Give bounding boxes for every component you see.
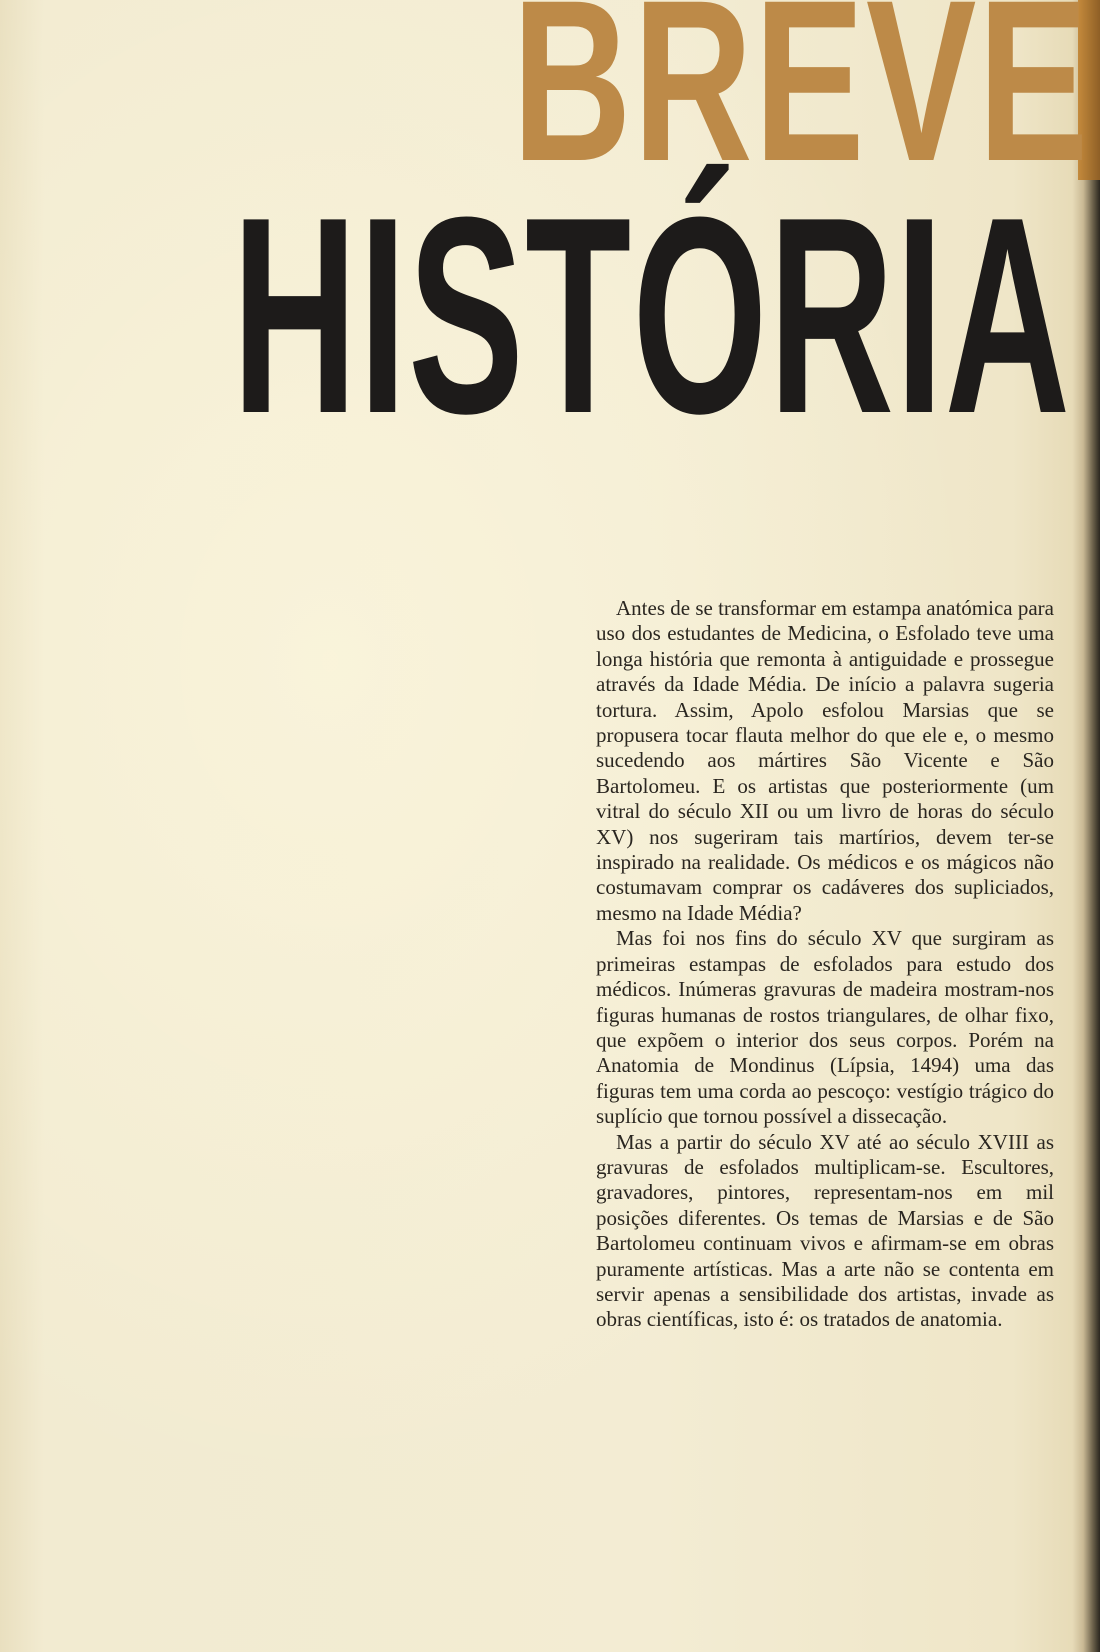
headline-line-historia: HISTÓRIA	[232, 160, 1072, 472]
headline-line-breve: BREVE	[512, 0, 1090, 209]
page-spine-shadow	[1072, 0, 1100, 1652]
article-paragraph-3: Mas a partir do século XV até ao século XVIII as gravuras de esfolados multiplicam-se. Escultores, gravadores, pintores, representam-nos em mil posições diferentes. Os temas de Marsias e de São Bartolomeu continuam vivos e afirmam-se em obras puramente artísticas. Mas a arte não se contenta em servir apenas a sensibilidade dos artistas, invade as obras científicas, isto é: os tratados de anatomia.	[596, 1129, 1054, 1332]
article-body	[596, 596, 1054, 1333]
article-paragraph-1: Antes de se transformar em estampa anatómica para uso dos estudantes de Medicina, o Esfolado teve uma longa história que remonta à antiguidade e prossegue através da Idade Média. De início a palavra sugeria tortura. Assim, Apolo esfolou Marsias que se propusera tocar flauta melhor do que ele e, o mesmo sucedendo aos mártires São Vicente e São Bartolomeu. E os artistas que posteriormente (um vitral do século XII ou um livro de horas do século XV) nos sugeriram tais martírios, devem ter-se inspirado na realidade. Os médicos e os mágicos não costumavam comprar os cadáveres dos supliciados, mesmo na Idade Média?	[596, 596, 1054, 925]
article-paragraph-2: Mas foi nos fins do século XV que surgiram as primeiras estampas de esfolados para estudo dos médicos. Inúmeras gravuras de madeira mostram-nos figuras humanas de rostos triangulares, de olhar fixo, que expõem o interior dos seus corpos. Porém na Anatomia de Mondinus (Lípsia, 1494) uma das figuras tem uma corda ao pescoço: vestígio trágico do suplício que tornou possível a dissecação.	[596, 926, 1054, 1129]
